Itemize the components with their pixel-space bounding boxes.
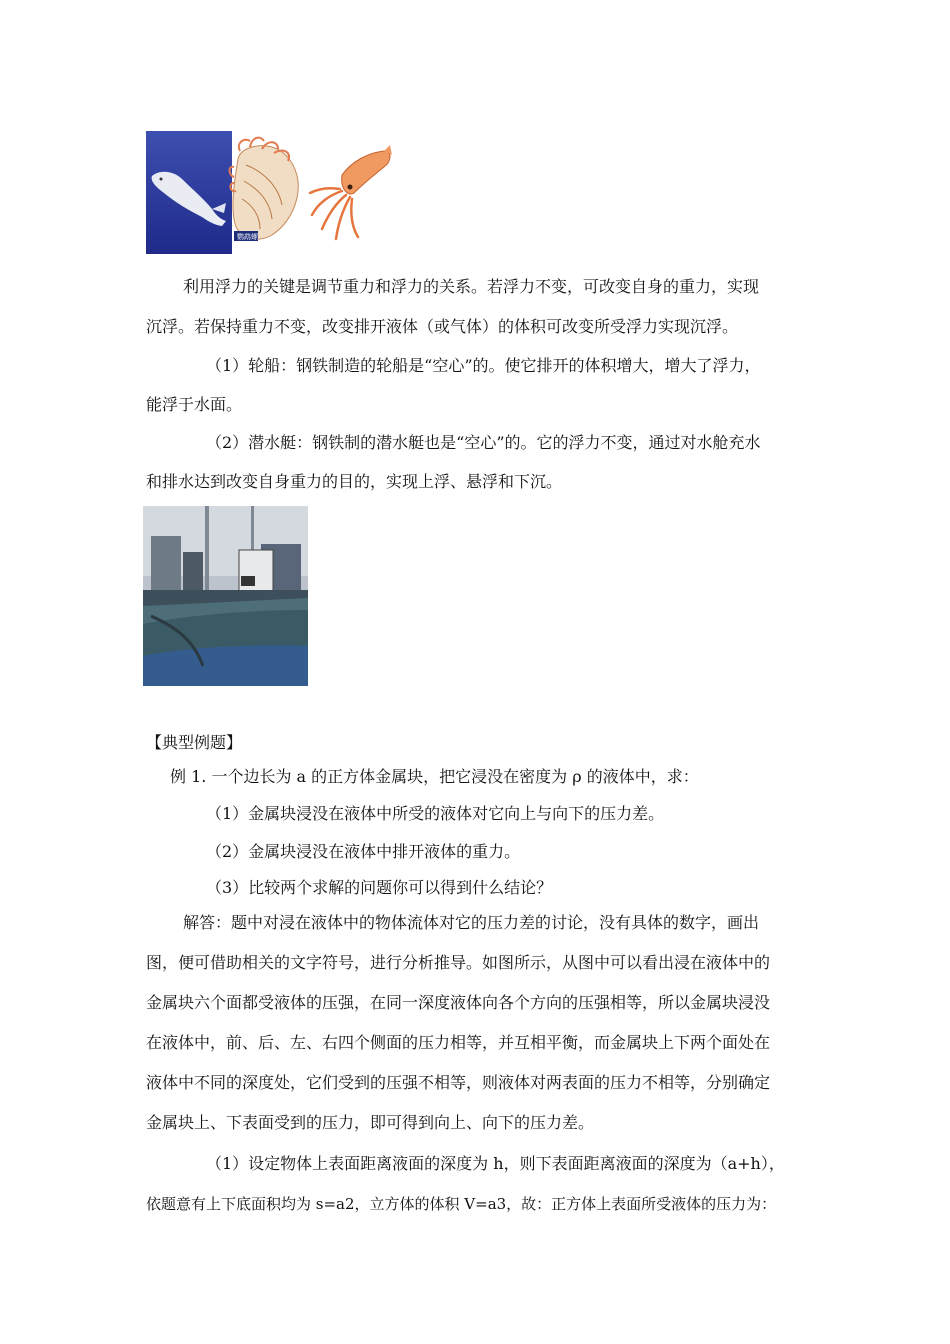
paragraph-line: 沉浮。若保持重力不变，改变排开液体（或气体）的体积可改变所受浮力实现沉浮。 <box>146 317 739 336</box>
answer-line: 图，便可借助相关的文字符号，进行分析推导。如图所示，从图中可以看出浸在液体中的 <box>146 953 771 972</box>
section-heading: 【典型例题】 <box>146 733 243 752</box>
submarine-item-line: 和排水达到改变自身重力的目的，实现上浮、悬浮和下沉。 <box>146 472 563 491</box>
example-part: （3）比较两个求解的问题你可以得到什么结论？ <box>206 878 553 897</box>
submarine-photo <box>143 506 308 686</box>
answer-line: 金属块六个面都受液体的压强，在同一深度液体向各个方向的压强相等，所以金属块浸没 <box>146 993 771 1012</box>
solution-line: 依题意有上下底面积均为 s=a2，立方体的体积 V=a3，故：正方体上表面所受液体的压力为： <box>146 1195 777 1213</box>
example-question: 例 1. 一个边长为 a 的正方体金属块，把它浸没在密度为 ρ 的液体中，求： <box>170 767 699 786</box>
ship-item-line: 能浮于水面。 <box>146 395 243 414</box>
answer-line: 金属块上、下表面受到的压力，即可得到向上、向下的压力差。 <box>146 1113 595 1132</box>
whale-image <box>146 131 232 254</box>
answer-line: 液体中不同的深度处，它们受到的压强不相等，则液体对两表面的压力不相等，分别确定 <box>146 1073 771 1092</box>
submarine-item-line: （2）潜水艇：钢铁制的潜水艇也是“空心”的。它的浮力不变，通过对水舱充水 <box>206 433 761 452</box>
answer-line: 在液体中，前、后、左、右四个侧面的压力相等，并互相平衡，而金属块上下两个面处在 <box>146 1033 771 1052</box>
squid-image <box>307 131 394 254</box>
ship-item-line: （1）轮船：钢铁制造的轮船是“空心”的。使它排开的体积增大，增大了浮力， <box>206 356 761 375</box>
paragraph-line: 利用浮力的关键是调节重力和浮力的关系。若浮力不变，可改变自身的重力，实现 <box>183 277 760 296</box>
example-part: （2）金属块浸没在液体中排开液体的重力。 <box>206 842 521 861</box>
example-part: （1）金属块浸没在液体中所受的液体对它向上与向下的压力差。 <box>206 804 665 823</box>
marine-animals-figure <box>146 131 394 254</box>
solution-line: （1）设定物体上表面距离液面的深度为 h，则下表面距离液面的深度为（a+h）， <box>206 1154 785 1173</box>
nautilus-caption: 鹦鹉螺 <box>237 233 258 241</box>
answer-line: 解答：题中对浸在液体中的物体流体对它的压力差的讨论，没有具体的数字，画出 <box>183 913 760 932</box>
